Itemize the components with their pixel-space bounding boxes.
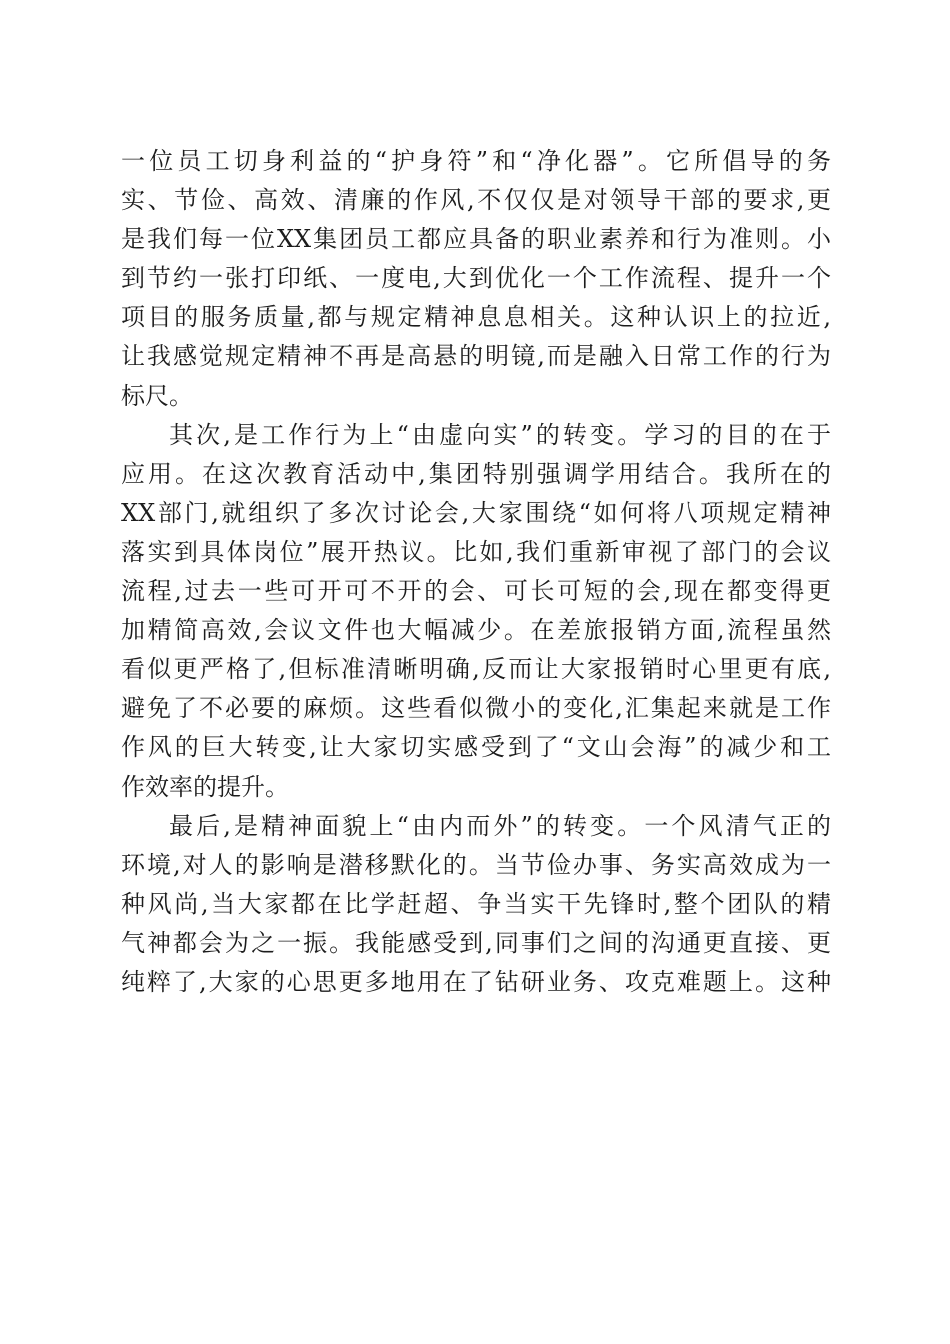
text-line: 避免了不必要的麻烦。这些看似微小的变化,汇集起来就是工作	[121, 694, 831, 723]
text-line: 落实到具体岗位”展开热议。比如,我们重新审视了部门的会议	[121, 537, 831, 566]
text-line: 是我们每一位XX集团员工都应具备的职业素养和行为准则。小	[121, 225, 831, 254]
text-line: 让我感觉规定精神不再是高悬的明镜,而是融入日常工作的行为	[121, 342, 831, 371]
text-line: 作效率的提升。	[121, 772, 289, 801]
text-line: 流程,过去一些可开可不开的会、可长可短的会,现在都变得更	[121, 577, 831, 606]
text-line: 看似更严格了,但标准清晰明确,反而让大家报销时心里更有底,	[121, 655, 831, 684]
text-line: 标尺。	[121, 381, 193, 410]
text-line: 纯粹了,大家的心思更多地用在了钻研业务、攻克难题上。这种	[121, 967, 831, 996]
text-line: 环境,对人的影响是潜移默化的。当节俭办事、务实高效成为一	[121, 850, 831, 879]
paragraph-2	[121, 416, 831, 807]
paragraph-1	[121, 142, 831, 416]
text-line: 加精简高效,会议文件也大幅减少。在差旅报销方面,流程虽然	[121, 616, 831, 645]
text-line: 一位员工切身利益的“护身符”和“净化器”。它所倡导的务	[121, 147, 831, 175]
text-line: 气神都会为之一振。我能感受到,同事们之间的沟通更直接、更	[121, 928, 831, 957]
text-line: 到节约一张打印纸、一度电,大到优化一个工作流程、提升一个	[121, 264, 831, 293]
text-line: XX部门,就组织了多次讨论会,大家围绕“如何将八项规定精神	[121, 498, 831, 527]
text-line: 种风尚,当大家都在比学赶超、争当实干先锋时,整个团队的精	[121, 889, 831, 918]
text-line: 实、节俭、高效、清廉的作风,不仅仅是对领导干部的要求,更	[121, 186, 831, 215]
text-line: 项目的服务质量,都与规定精神息息相关。这种认识上的拉近,	[121, 303, 831, 332]
document-body	[121, 142, 831, 1002]
paragraph-3	[121, 807, 831, 1002]
text-line: 其次,是工作行为上“由虚向实”的转变。学习的目的在于	[169, 420, 831, 449]
text-line: 应用。在这次教育活动中,集团特别强调学用结合。我所在的	[121, 459, 831, 488]
text-line: 最后,是精神面貌上“由内而外”的转变。一个风清气正的	[169, 811, 831, 840]
text-line: 作风的巨大转变,让大家切实感受到了“文山会海”的减少和工	[121, 733, 831, 762]
